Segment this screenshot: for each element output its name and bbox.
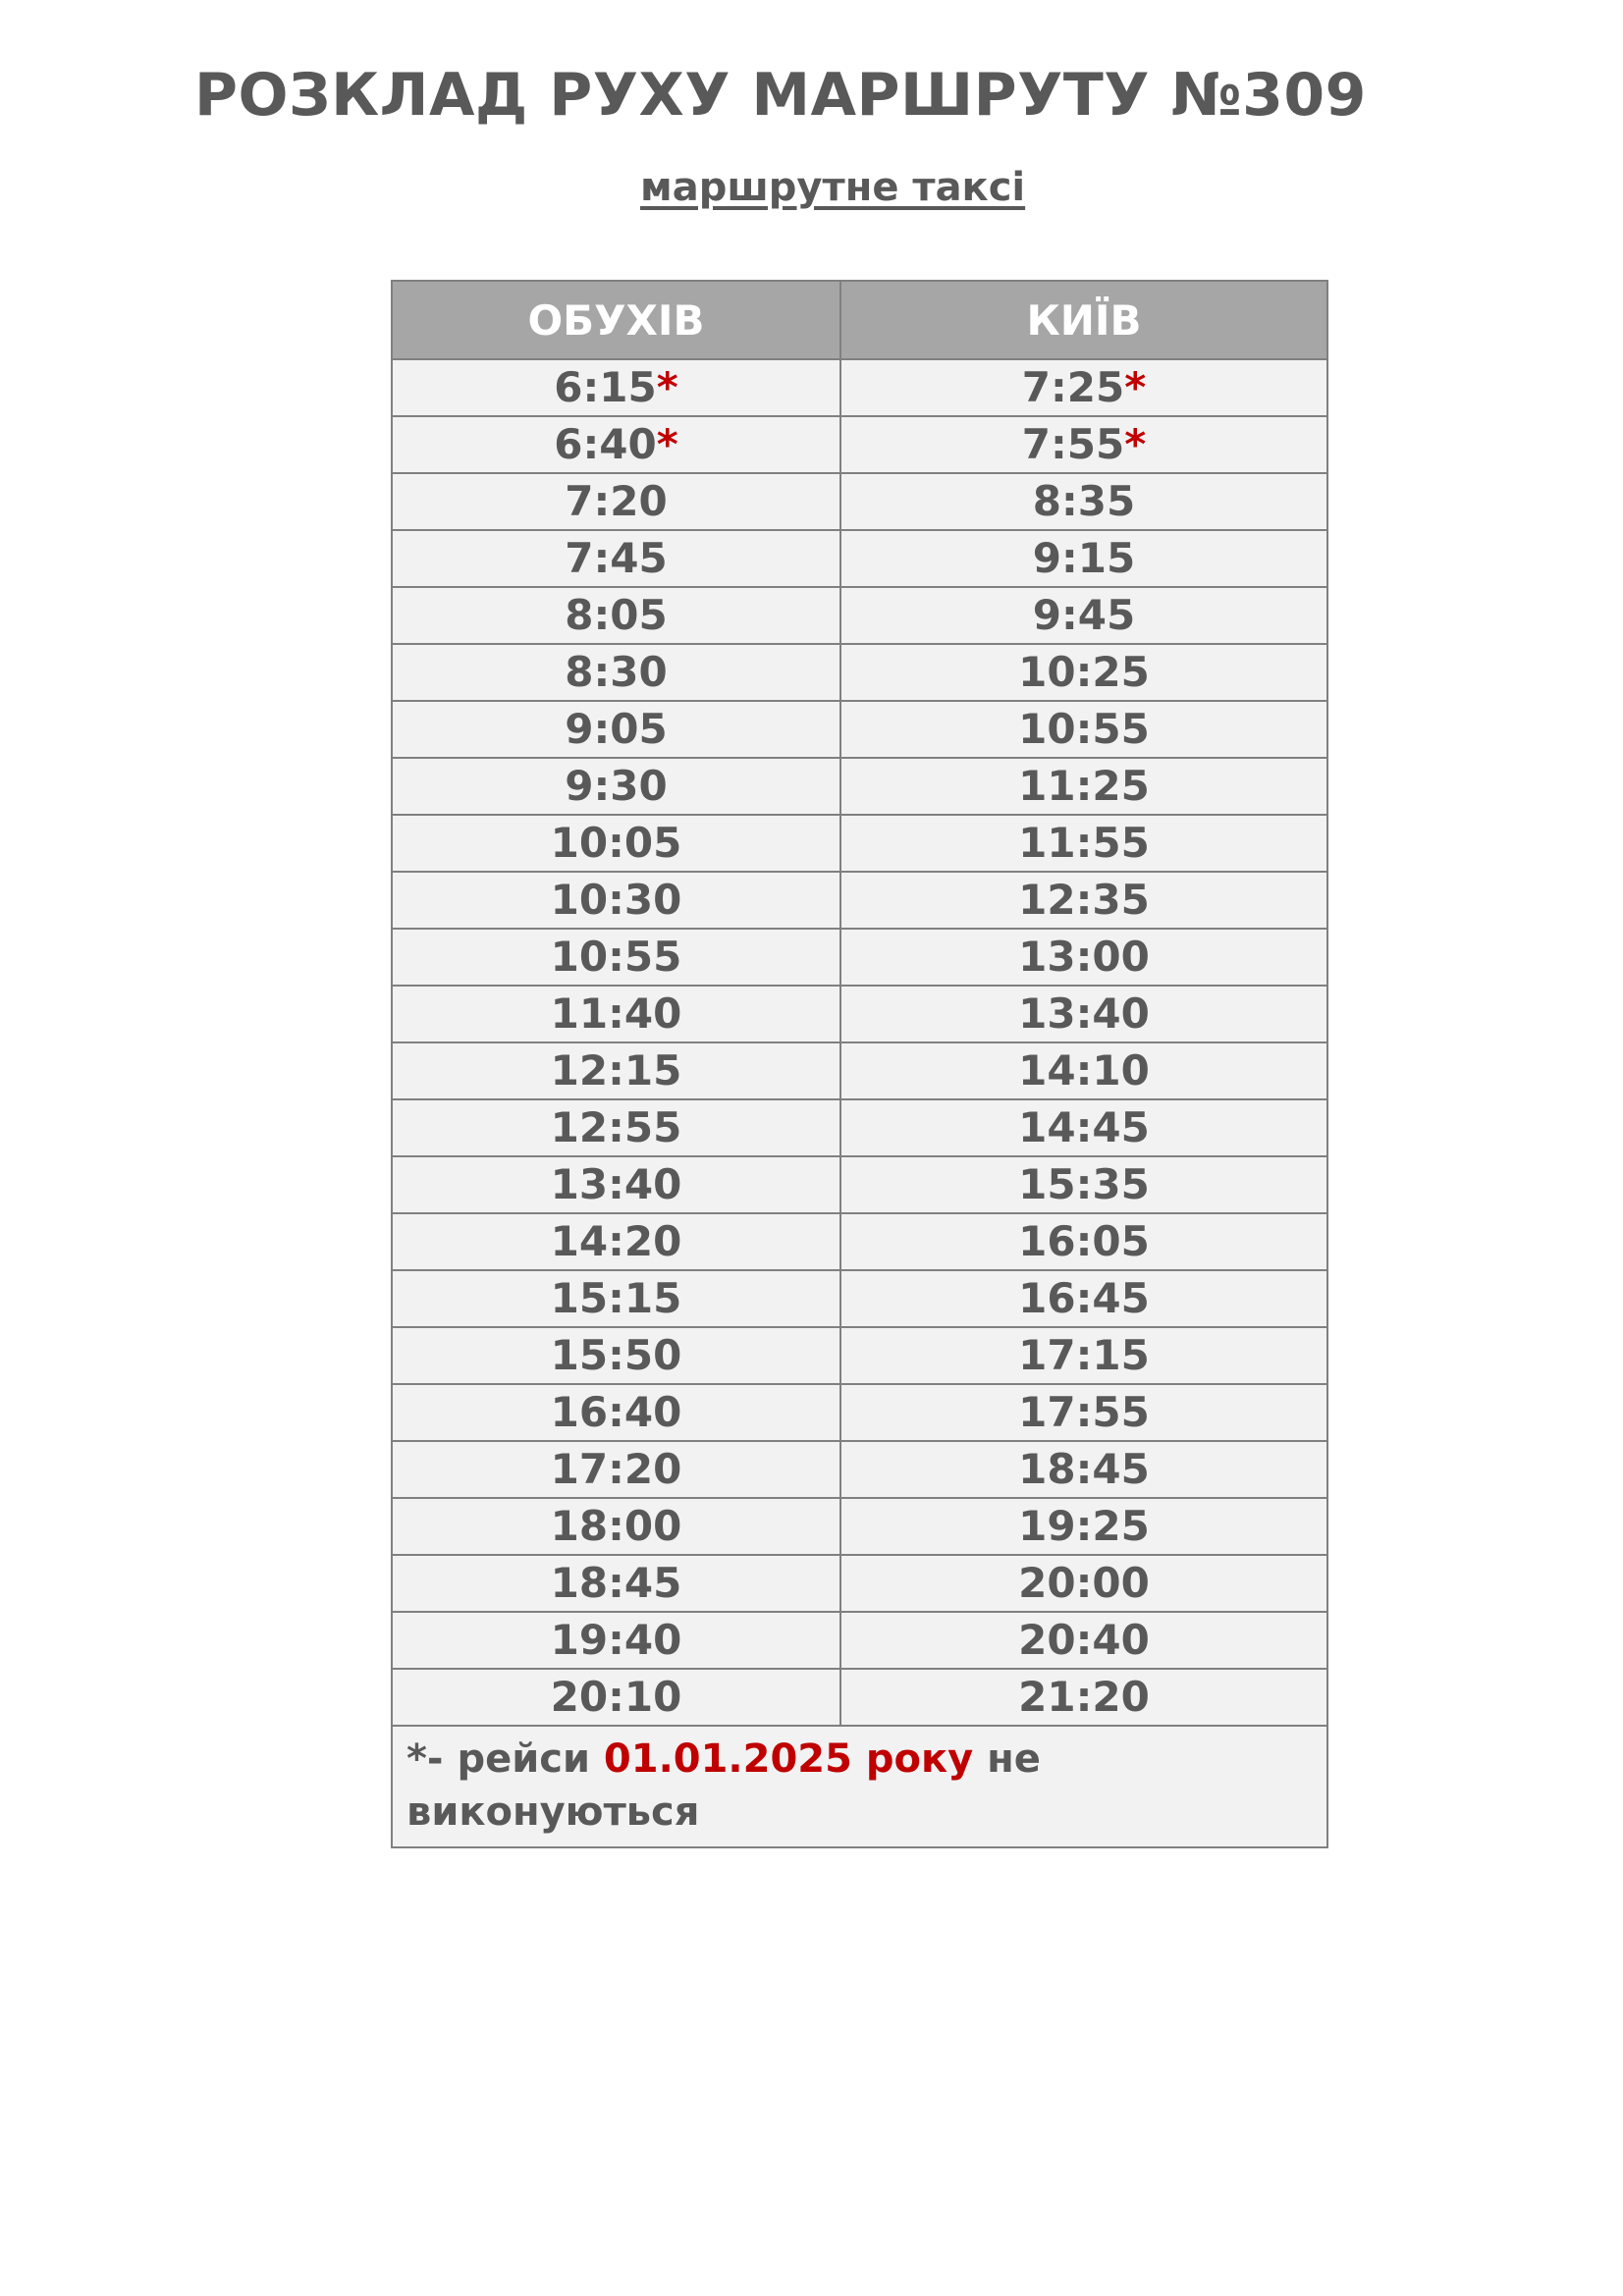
time-value: 11:40 [550, 989, 682, 1038]
time-value: 21:20 [1018, 1673, 1150, 1721]
departure-time-kyiv [840, 929, 1327, 986]
departure-time-obukhiv [392, 587, 840, 644]
table-row [392, 1213, 1327, 1270]
departure-time-kyiv [840, 1099, 1327, 1156]
time-value: 13:40 [550, 1160, 682, 1208]
departure-time-obukhiv [392, 1555, 840, 1612]
footnote-marker: * [1124, 363, 1147, 411]
table-row [392, 1384, 1327, 1441]
time-value: 10:05 [550, 819, 682, 867]
departure-time-kyiv [840, 986, 1327, 1042]
time-value: 14:10 [1018, 1046, 1150, 1095]
time-value: 10:30 [550, 876, 682, 924]
departure-time-kyiv [840, 1498, 1327, 1555]
table-row [392, 1498, 1327, 1555]
departure-time-obukhiv [392, 1327, 840, 1384]
table-row [392, 815, 1327, 872]
page-title: РОЗКЛАД РУХУ МАРШРУТУ №309 [194, 61, 1367, 130]
table-row [392, 359, 1327, 416]
column-header-obukhiv: ОБУХІВ [392, 281, 840, 359]
departure-time-obukhiv [392, 1498, 840, 1555]
time-value: 11:25 [1018, 762, 1150, 810]
time-value: 6:15 [554, 363, 657, 411]
time-value: 18:45 [550, 1559, 682, 1607]
departure-time-obukhiv [392, 815, 840, 872]
schedule-body [392, 359, 1327, 1726]
time-value: 16:45 [1018, 1274, 1150, 1322]
table-row [392, 929, 1327, 986]
time-value: 8:05 [565, 591, 668, 639]
table-row [392, 644, 1327, 701]
departure-time-obukhiv [392, 1441, 840, 1498]
time-value: 18:00 [550, 1502, 682, 1550]
table-row [392, 1441, 1327, 1498]
departure-time-obukhiv [392, 1156, 840, 1213]
time-value: 19:25 [1018, 1502, 1150, 1550]
time-value: 17:55 [1018, 1388, 1150, 1436]
time-value: 16:05 [1018, 1217, 1150, 1265]
time-value: 15:50 [550, 1331, 682, 1379]
time-value: 13:00 [1018, 933, 1150, 981]
time-value: 17:15 [1018, 1331, 1150, 1379]
time-value: 10:55 [550, 933, 682, 981]
departure-time-obukhiv [392, 644, 840, 701]
time-value: 20:40 [1018, 1616, 1150, 1664]
time-value: 14:45 [1018, 1103, 1150, 1151]
time-value: 9:45 [1032, 591, 1136, 639]
time-value: 9:15 [1032, 534, 1136, 582]
time-value: 20:10 [550, 1673, 682, 1721]
departure-time-obukhiv [392, 1669, 840, 1726]
time-value: 8:30 [565, 648, 668, 696]
time-value: 19:40 [550, 1616, 682, 1664]
time-value: 12:15 [550, 1046, 682, 1095]
time-value: 10:55 [1018, 705, 1150, 753]
departure-time-kyiv [840, 1612, 1327, 1669]
departure-time-kyiv [840, 587, 1327, 644]
departure-time-kyiv [840, 1669, 1327, 1726]
departure-time-kyiv [840, 1555, 1327, 1612]
time-value: 13:40 [1018, 989, 1150, 1038]
footnote-marker: * [656, 363, 678, 411]
time-value: 6:40 [554, 420, 657, 468]
time-value: 12:55 [550, 1103, 682, 1151]
departure-time-obukhiv [392, 1042, 840, 1099]
table-row [392, 530, 1327, 587]
table-row [392, 473, 1327, 530]
departure-time-obukhiv [392, 1612, 840, 1669]
departure-time-kyiv [840, 1213, 1327, 1270]
time-value: 10:25 [1018, 648, 1150, 696]
departure-time-obukhiv [392, 473, 840, 530]
departure-time-kyiv [840, 1327, 1327, 1384]
time-value: 15:35 [1018, 1160, 1150, 1208]
schedule-header-row [392, 281, 1327, 359]
table-row [392, 758, 1327, 815]
time-value: 12:35 [1018, 876, 1150, 924]
time-value: 11:55 [1018, 819, 1150, 867]
table-row [392, 1669, 1327, 1726]
table-row [392, 416, 1327, 473]
departure-time-obukhiv [392, 986, 840, 1042]
footnote-marker: * [1124, 420, 1147, 468]
departure-time-obukhiv [392, 1099, 840, 1156]
footnote-date: 01.01.2025 року [603, 1736, 974, 1782]
departure-time-obukhiv [392, 416, 840, 473]
table-row [392, 587, 1327, 644]
table-row [392, 1327, 1327, 1384]
column-header-kyiv: КИЇВ [840, 281, 1327, 359]
departure-time-kyiv [840, 815, 1327, 872]
departure-time-kyiv [840, 530, 1327, 587]
departure-time-kyiv [840, 1042, 1327, 1099]
time-value: 7:20 [565, 477, 668, 525]
departure-time-kyiv [840, 1156, 1327, 1213]
time-value: 8:35 [1032, 477, 1136, 525]
time-value: 18:45 [1018, 1445, 1150, 1493]
departure-time-kyiv [840, 359, 1327, 416]
table-row [392, 872, 1327, 929]
departure-time-kyiv [840, 1384, 1327, 1441]
departure-time-kyiv [840, 644, 1327, 701]
departure-time-obukhiv [392, 929, 840, 986]
time-value: 17:20 [550, 1445, 682, 1493]
time-value: 14:20 [550, 1217, 682, 1265]
departure-time-obukhiv [392, 872, 840, 929]
footnote-marker: * [656, 420, 678, 468]
time-value: 7:55 [1021, 420, 1125, 468]
departure-time-obukhiv [392, 701, 840, 758]
table-row [392, 1099, 1327, 1156]
departure-time-kyiv [840, 416, 1327, 473]
time-value: 9:30 [565, 762, 668, 810]
table-row [392, 1612, 1327, 1669]
table-row [392, 1555, 1327, 1612]
time-value: 20:00 [1018, 1559, 1150, 1607]
time-value: 7:25 [1021, 363, 1125, 411]
footnote-row [392, 1726, 1327, 1847]
departure-time-obukhiv [392, 1213, 840, 1270]
departure-time-obukhiv [392, 359, 840, 416]
schedule-table [391, 280, 1328, 1848]
table-row [392, 1270, 1327, 1327]
table-row [392, 701, 1327, 758]
time-value: 7:45 [565, 534, 668, 582]
departure-time-kyiv [840, 701, 1327, 758]
time-value: 15:15 [550, 1274, 682, 1322]
time-value: 9:05 [565, 705, 668, 753]
table-row [392, 1156, 1327, 1213]
departure-time-obukhiv [392, 1384, 840, 1441]
departure-time-kyiv [840, 1270, 1327, 1327]
departure-time-obukhiv [392, 758, 840, 815]
page-subtitle: маршрутне таксі [640, 165, 1026, 210]
departure-time-kyiv [840, 1441, 1327, 1498]
departure-time-kyiv [840, 872, 1327, 929]
footnote-suffix: не виконуються [406, 1736, 1041, 1835]
departure-time-kyiv [840, 758, 1327, 815]
departure-time-obukhiv [392, 1270, 840, 1327]
footnote-prefix: *- рейси [406, 1736, 604, 1782]
departure-time-obukhiv [392, 530, 840, 587]
table-row [392, 1042, 1327, 1099]
time-value: 16:40 [550, 1388, 682, 1436]
departure-time-kyiv [840, 473, 1327, 530]
table-row [392, 986, 1327, 1042]
footnote [392, 1726, 1327, 1847]
